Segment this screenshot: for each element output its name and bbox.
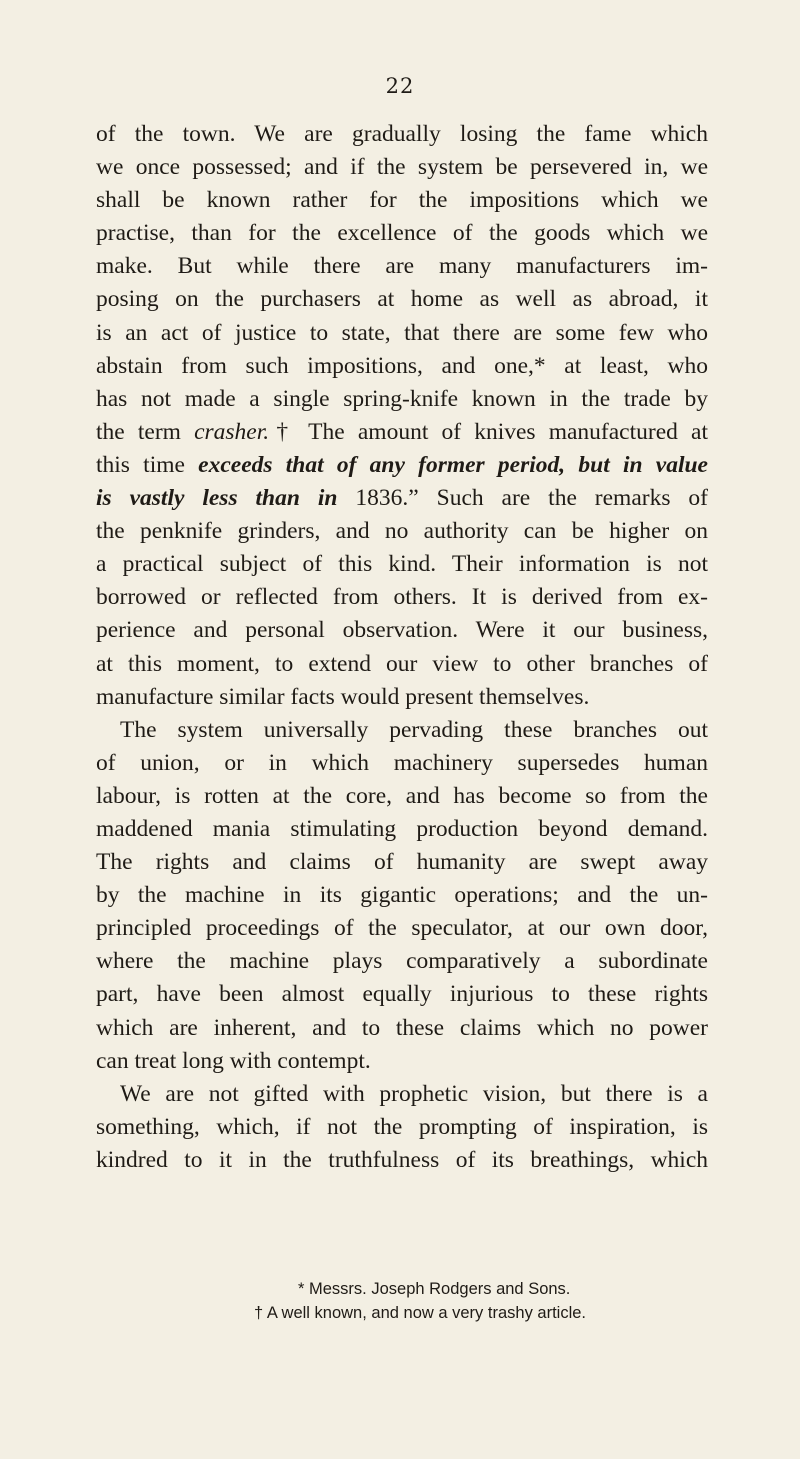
page-number: 22 [385,74,415,98]
text-line: where the machine plays comparatively a subordinate [96,948,708,975]
text-line: We are not gifted with prophetic vision, but there is a [120,1080,708,1107]
text-line: is vastly less than in 1836.” Such are the remarks of [96,485,708,512]
text-line: shall be known rather for the impositions which we [96,187,708,214]
text-line: kindred to it in the truthfulness of its breathings, which [96,1146,708,1173]
text-line: by the machine in its gigantic operations; and the un- [96,882,708,909]
text-line: posing on the purchasers at home as well as abroad, it [96,286,708,313]
text-line: the penknife grinders, and no authority can be higher on [96,518,708,545]
text-line: borrowed or reflected from others. It is derived from ex- [96,584,708,611]
text-line: something, which, if not the prompting of inspiration, is [96,1113,708,1140]
text-line: has not made a single spring-knife known in the trade by [96,385,708,412]
text-line: of the town. We are gradually losing the fame which [96,121,708,147]
italic-emphasis: is vastly less than in [96,485,338,512]
text-line: we once possessed; and if the system be persevered in, we [96,154,708,181]
text-line: make. But while there are many manufacturers im- [96,253,708,280]
text-line: The system universally pervading these branches out [120,716,708,743]
text-line: part, have been almost equally injurious to these rights [96,981,708,1008]
body-text [96,118,708,1177]
text-line: which are inherent, and to these claims which no power [96,1014,708,1041]
text-line: the term crasher.† The amount of knives manufactured at [96,418,709,445]
text-line: a practical subject of this kind. Their information is not [96,551,708,578]
italic-term: crasher. [194,418,270,445]
footnote: * Messrs. Joseph Rodgers and Sons. [298,1280,571,1298]
text-line: at this moment, to extend our view to other branches of [96,650,708,677]
text-line: maddened mania stimulating production beyond demand. [96,815,708,842]
text-line: abstain from such impositions, and one,* at least, who [96,352,708,379]
footnote: † A well known, and now a very trashy article. [254,1304,586,1322]
text-line: perience and personal observation. Were it our business, [96,617,708,644]
footnotes [0,1277,800,1325]
text-line: of union, or in which machinery supersedes human [96,749,708,776]
text-line: labour, is rotten at the core, and has become so from the [96,782,708,809]
text-line: practise, than for the excellence of the goods which we [96,220,708,247]
italic-emphasis: but in value [578,451,708,478]
text-line: The rights and claims of humanity are swept away [96,849,708,876]
text-line: manufacture similar facts would present themselves. [96,683,590,710]
text-line: is an act of justice to state, that there are some few who [96,319,708,346]
text-line: principled proceedings of the speculator, at our own door, [96,915,708,942]
italic-emphasis: exceeds that of any former period, [198,451,566,478]
text-line: this time exceeds that of any former period, but in value [96,451,708,478]
text-line: can treat long with contempt. [96,1047,371,1074]
